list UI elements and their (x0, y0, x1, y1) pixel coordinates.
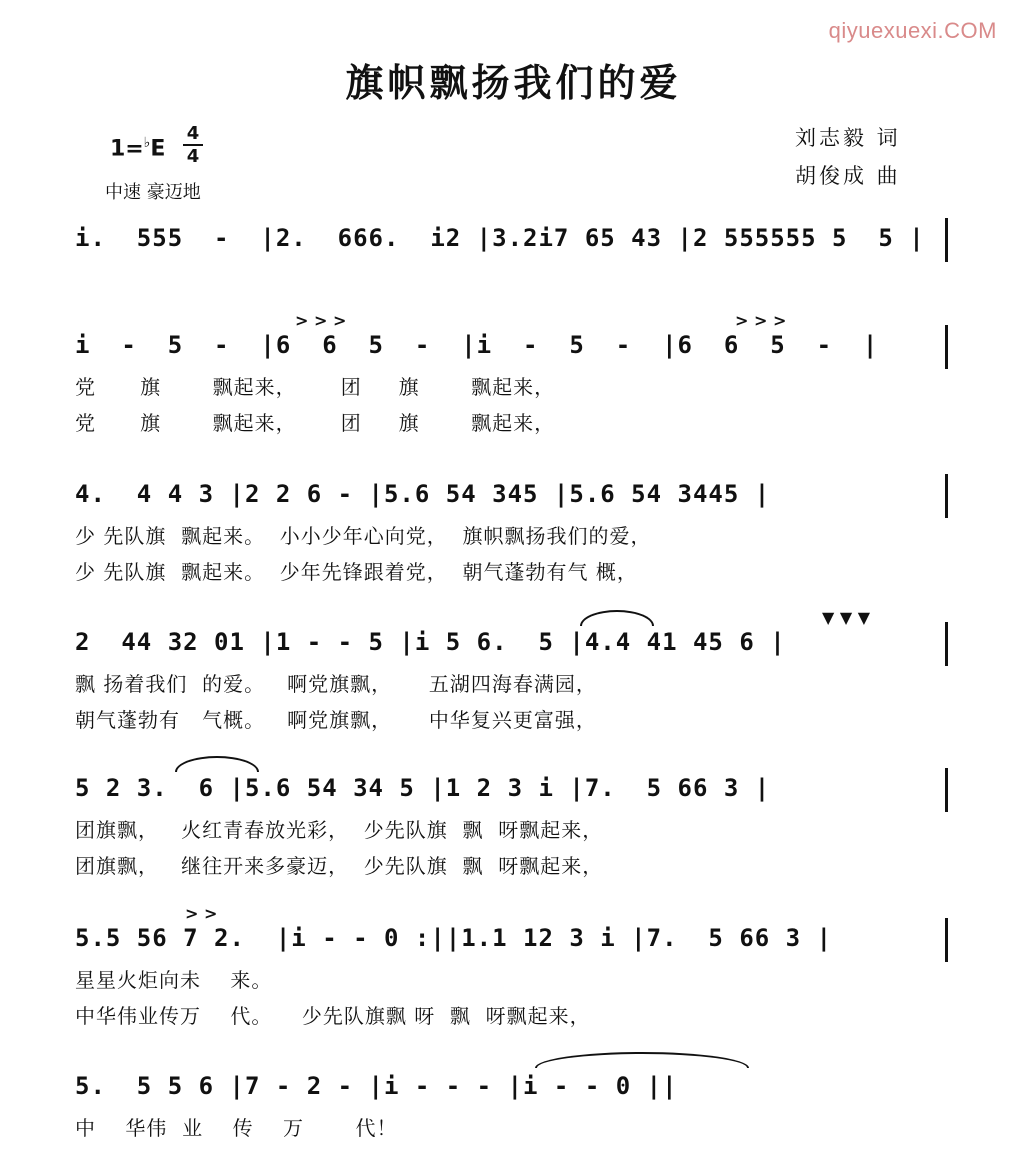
composer-credit: 胡俊成 曲 (795, 164, 901, 188)
lyric-line: 少 先队旗 飘起来。 少年先锋跟着党， 朝气蓬勃有气 概， (75, 560, 638, 584)
score-row (70, 1066, 960, 1140)
lyric-line: 团旗飘， 继往开来多豪迈， 少先队旗 飘 呀飘起来， (75, 854, 604, 878)
notation-line: 5 2 3. 6 |5.6 54 34 5 |1 2 3 i |7. 5 66 3 | (75, 774, 771, 802)
score-row (70, 218, 960, 266)
lyric-line: 中 华伟 业 传 万 代！ (75, 1116, 398, 1140)
lyric-line: 党 旗 飘起来， 团 旗 飘起来， (75, 411, 556, 435)
notation-line: 5. 5 5 6 |7 - 2 - |i - - - |i - - 0 || (75, 1072, 678, 1100)
barline (945, 218, 948, 262)
tempo-marking: 中速 豪迈地 (105, 182, 201, 203)
barline (945, 918, 948, 962)
time-bottom: 4 (186, 146, 200, 167)
tie-arc (580, 610, 654, 626)
lyricist-credit: 刘志毅 词 (795, 126, 901, 150)
lyric-line: 星星火炬向未 来。 (75, 968, 273, 992)
lyric-line: 少 先队旗 飘起来。 小小少年心向党， 旗帜飘扬我们的爱， (75, 524, 652, 548)
accent-mark: > > > (295, 311, 347, 330)
flat-sign: ♭ (143, 135, 151, 151)
key-signature (110, 135, 165, 161)
accent-mark: > > (185, 904, 218, 923)
notation-line: 4. 4 4 3 |2 2 6 - |5.6 54 345 |5.6 54 3445 | (75, 480, 771, 508)
accent-mark: > > > (735, 311, 787, 330)
notation-line: 5.5 56 7 2. |i - - 0 :||1.1 12 3 i |7. 5 66 3 | (75, 924, 833, 952)
barline (945, 325, 948, 369)
lyric-line: 团旗飘， 火红青春放光彩， 少先队旗 飘 呀飘起来， (75, 818, 604, 842)
score-row (70, 608, 960, 732)
lyric-line: 朝气蓬勃有 气概。 啊党旗飘， 中华复兴更富强， (75, 708, 597, 732)
tie-arc (175, 756, 259, 772)
score-row (70, 768, 960, 878)
barline (945, 768, 948, 812)
barline (945, 622, 948, 666)
score-row (70, 904, 960, 1028)
key-prefix: 1= (110, 136, 144, 162)
key-note: E (150, 136, 166, 162)
barline (945, 474, 948, 518)
tie-arc (535, 1052, 749, 1068)
lyric-line: 飘 扬着我们 的爱。 啊党旗飘， 五湖四海春满园， (75, 672, 597, 696)
time-top: 4 (186, 123, 200, 144)
lyric-line: 党 旗 飘起来， 团 旗 飘起来， (75, 375, 556, 399)
notation-line: i. 555 - |2. 666. i2 |3.2i7 65 43 |2 555555 5 5 | (75, 224, 925, 252)
accent-mark: ▼ ▼ ▼ (822, 608, 871, 627)
score-row (70, 311, 960, 435)
lyric-line: 中华伟业传万 代。 少先队旗飘 呀 飘 呀飘起来， (75, 1004, 591, 1028)
notation-line: i - 5 - |6 6 5 - |i - 5 - |6 6 5 - | (75, 331, 879, 359)
notation-line: 2 44 32 01 |1 - - 5 |i 5 6. 5 |4.4 41 45 6 | (75, 628, 786, 656)
watermark-text: qiyuexuexi.COM (828, 18, 997, 43)
score-row (70, 474, 960, 584)
page-title: 旗帜飘扬我们的爱 (345, 60, 682, 105)
time-signature (183, 124, 203, 166)
